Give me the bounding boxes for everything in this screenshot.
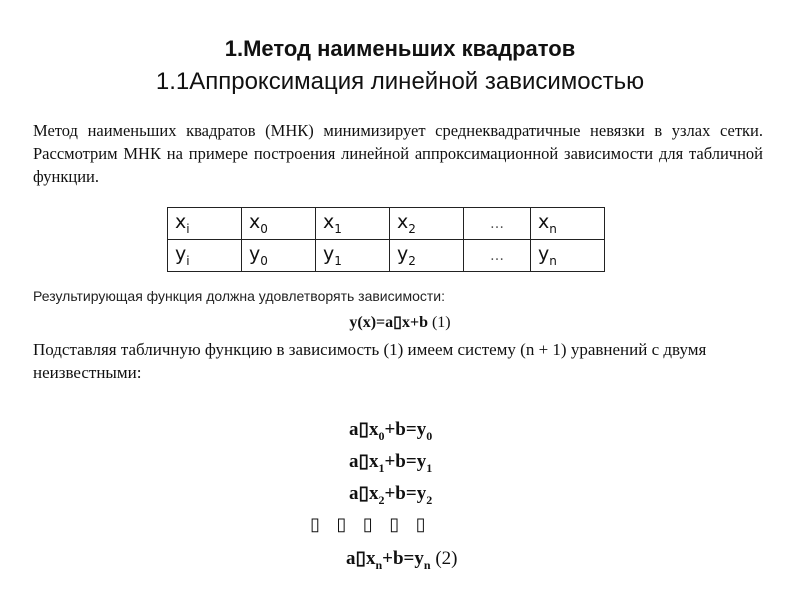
cell-symbol: y (323, 243, 335, 266)
system-equation (349, 482, 432, 508)
table-row-x (168, 208, 605, 240)
cell-index: n (549, 253, 557, 268)
eq-mid: +b=y (382, 548, 424, 569)
system-equation (349, 450, 432, 476)
eq-x-index: 0 (378, 428, 385, 443)
cell-index: n (549, 221, 557, 236)
system-equation (346, 547, 457, 573)
cell-symbol: x (323, 211, 335, 234)
eq-number: (2) (435, 548, 458, 569)
cell-symbol: y (175, 243, 187, 266)
table-cell (316, 208, 390, 240)
slide-subtitle: 1.1Аппроксимация линейной зависимостью (155, 68, 645, 95)
cell-symbol: x (538, 211, 550, 234)
cell-symbol: x (249, 211, 261, 234)
data-table (167, 207, 605, 272)
table-cell (242, 208, 316, 240)
table-cell (531, 240, 605, 272)
cell-symbol: … (490, 247, 504, 264)
eq-a: a▯x (349, 451, 379, 472)
cell-symbol: … (490, 215, 504, 232)
table-cell (390, 240, 464, 272)
system-equation (349, 418, 432, 444)
table-row-y (168, 240, 605, 272)
cell-symbol: x (397, 211, 409, 234)
eq-y-index: 1 (426, 460, 433, 475)
table-cell (242, 240, 316, 272)
system-paragraph: Подставляя табличную функцию в зависимость (1) имеем систему (n + 1) уравнений с двумя неизвестными: (33, 340, 707, 382)
equation-1 (0, 312, 800, 332)
eq-y-index: 0 (426, 428, 433, 443)
cell-index: 2 (408, 221, 416, 236)
eq-x-index: 1 (378, 460, 385, 475)
slide-title: 1.Метод наименьших квадратов (224, 36, 576, 61)
table-cell (390, 208, 464, 240)
cell-index: i (186, 221, 190, 236)
cell-index: 0 (260, 253, 268, 268)
cell-index: 0 (260, 221, 268, 236)
table-cell (168, 208, 242, 240)
eq-mid: +b=y (384, 451, 427, 472)
eq-mid: +b=y (384, 483, 427, 504)
eq-y-index: n (423, 557, 431, 572)
cell-index: 1 (334, 253, 342, 268)
cell-symbol: y (249, 243, 261, 266)
cell-index: i (186, 253, 190, 268)
eq-a: a▯x (349, 419, 379, 440)
eq-a: a▯x (349, 483, 379, 504)
ellipsis-row: ▯ ▯ ▯ ▯ ▯ (310, 514, 426, 534)
eq-a: a▯x (346, 548, 376, 569)
cell-index: 2 (408, 253, 416, 268)
result-text: Результирующая функция должна удовлетворять зависимости: (33, 288, 445, 304)
equation-1-number: (1) (431, 314, 451, 331)
cell-symbol: y (538, 243, 550, 266)
intro-paragraph: Метод наименьших квадратов (МНК) минимизирует среднеквадратичные невязки в узлах сетки. Рассмотрим МНК на примере построения линейной аппроксимационной зависимости для табличной функции. (33, 121, 763, 186)
equation-1-body: y(x)=a▯x+b (349, 314, 428, 331)
cell-symbol: y (397, 243, 409, 266)
table-cell (531, 208, 605, 240)
eq-x-index: 2 (378, 492, 385, 507)
cell-symbol: x (175, 211, 187, 234)
table-cell (316, 240, 390, 272)
table-cell (464, 240, 531, 272)
cell-index: 1 (334, 221, 342, 236)
eq-mid: +b=y (384, 419, 427, 440)
table-cell (464, 208, 531, 240)
table-cell (168, 240, 242, 272)
eq-y-index: 2 (426, 492, 433, 507)
eq-x-index: n (375, 557, 383, 572)
